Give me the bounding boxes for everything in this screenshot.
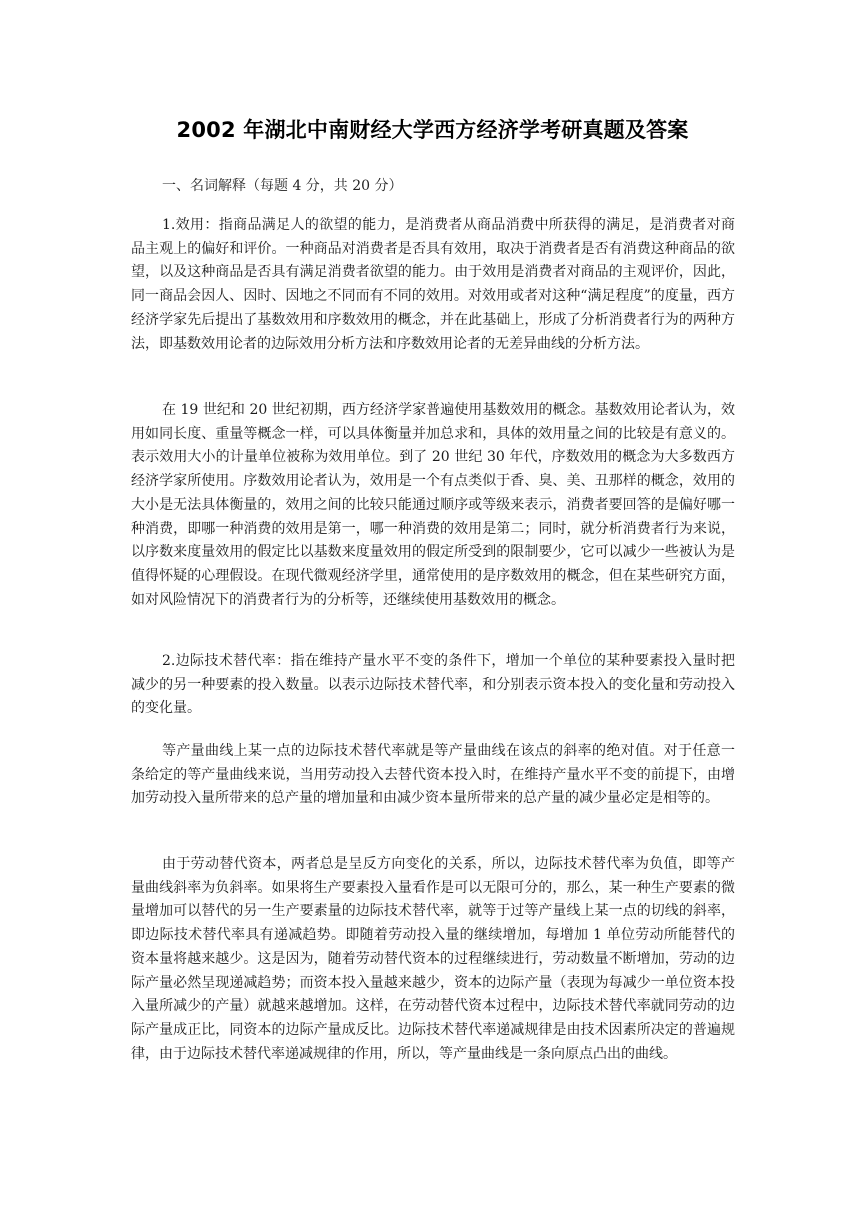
paragraph-mrts-diminishing: 由于劳动替代资本，两者总是呈反方向变化的关系，所以，边际技术替代率为负值，即等产量曲线斜率为负斜率。如果将生产要素投入量看作是可以无限可分的，那么，某一种生产要素的微量增加可以替代的另一生产要素量的边际技术替代率，就等于过等产量线上某一点的切线的斜率，即边际技术替代率具有递减趋势。即随着劳动投入量的继续增加，每增加 1 单位劳动所能替代的资本量将越来越少。这是因为，随着劳动替代资本的过程继续进行，劳动数量不断增加，劳动的边际产量必然呈现递减趋势；而资本投入量越来越少，资本的边际产量（表现为每减少一单位资本投入量所减少的产量）就越来越增加。这样，在劳动替代资本过程中，边际技术替代率就同劳动的边际产量成正比，同资本的边际产量成反比。边际技术替代率递减规律是由技术因素所决定的普遍规律，由于边际技术替代率递减规律的作用，所以，等产量曲线是一条向原点凸出的曲线。 [131,856,735,1062]
paragraph-mrts-slope: 等产量曲线上某一点的边际技术替代率就是等产量曲线在该点的斜率的绝对值。对于任意一条给定的等产量曲线来说，当用劳动投入去替代资本投入时，在维持产量水平不变的前提下，由增加劳动投入量所带来的总产量的增加量和由减少资本量所带来的总产量的减少量必定是相等的。 [131,743,735,807]
paragraph-utility-definition: 1.效用：指商品满足人的欲望的能力，是消费者从商品消费中所获得的满足，是消费者对商品主观上的偏好和评价。一种商品对消费者是否具有效用，取决于消费者是否有消费这种商品的欲望，以及这种商品是否具有满足消费者欲望的能力。由于效用是消费者对商品的主观评价，因此，同一商品会因人、因时、因地之不同而有不同的效用。对效用或者对这种“满足程度”的度量，西方经济学家先后提出了基数效用和序数效用的概念，并在此基础上，形成了分析消费者行为的两种方法，即基数效用论者的边际效用分析方法和序数效用论者的无差异曲线的分析方法。 [131,217,735,352]
paragraph-cardinal-ordinal-utility: 在 19 世纪和 20 世纪初期，西方经济学家普遍使用基数效用的概念。基数效用论者认为，效用如同长度、重量等概念一样，可以具体衡量并加总求和，具体的效用量之间的比较是有意义的。表示效用大小的计量单位被称为效用单位。到了 20 世纪 30 年代，序数效用的概念为大多数西方经济学家所使用。序数效用论者认为，效用是一个有点类似于香、臭、美、丑那样的概念，效用的大小是无法具体衡量的，效用之间的比较只能通过顺序或等级来表示，消费者要回答的是偏好哪一种消费，即哪一种消费的效用是第一，哪一种消费的效用是第二；同时，就分析消费者行为来说，以序数来度量效用的假定比以基数来度量效用的假定所受到的限制要少，它可以减少一些被认为是值得怀疑的心理假设。在现代微观经济学里，通常使用的是序数效用的概念，但在某些研究方面，如对风险情况下的消费者行为的分析等，还继续使用基数效用的概念。 [131,402,735,608]
paragraph-mrts-definition: 2.边际技术替代率：指在维持产量水平不变的条件下，增加一个单位的某种要素投入量时把减少的另一种要素的投入数量。以表示边际技术替代率，和分别表示资本投入的变化量和劳动投入的变化量。 [131,653,735,717]
document-title: 2002 年湖北中南财经大学西方经济学考研真题及答案 [176,118,689,142]
section-heading: 一、名词解释（每题 4 分，共 20 分） [162,178,403,194]
